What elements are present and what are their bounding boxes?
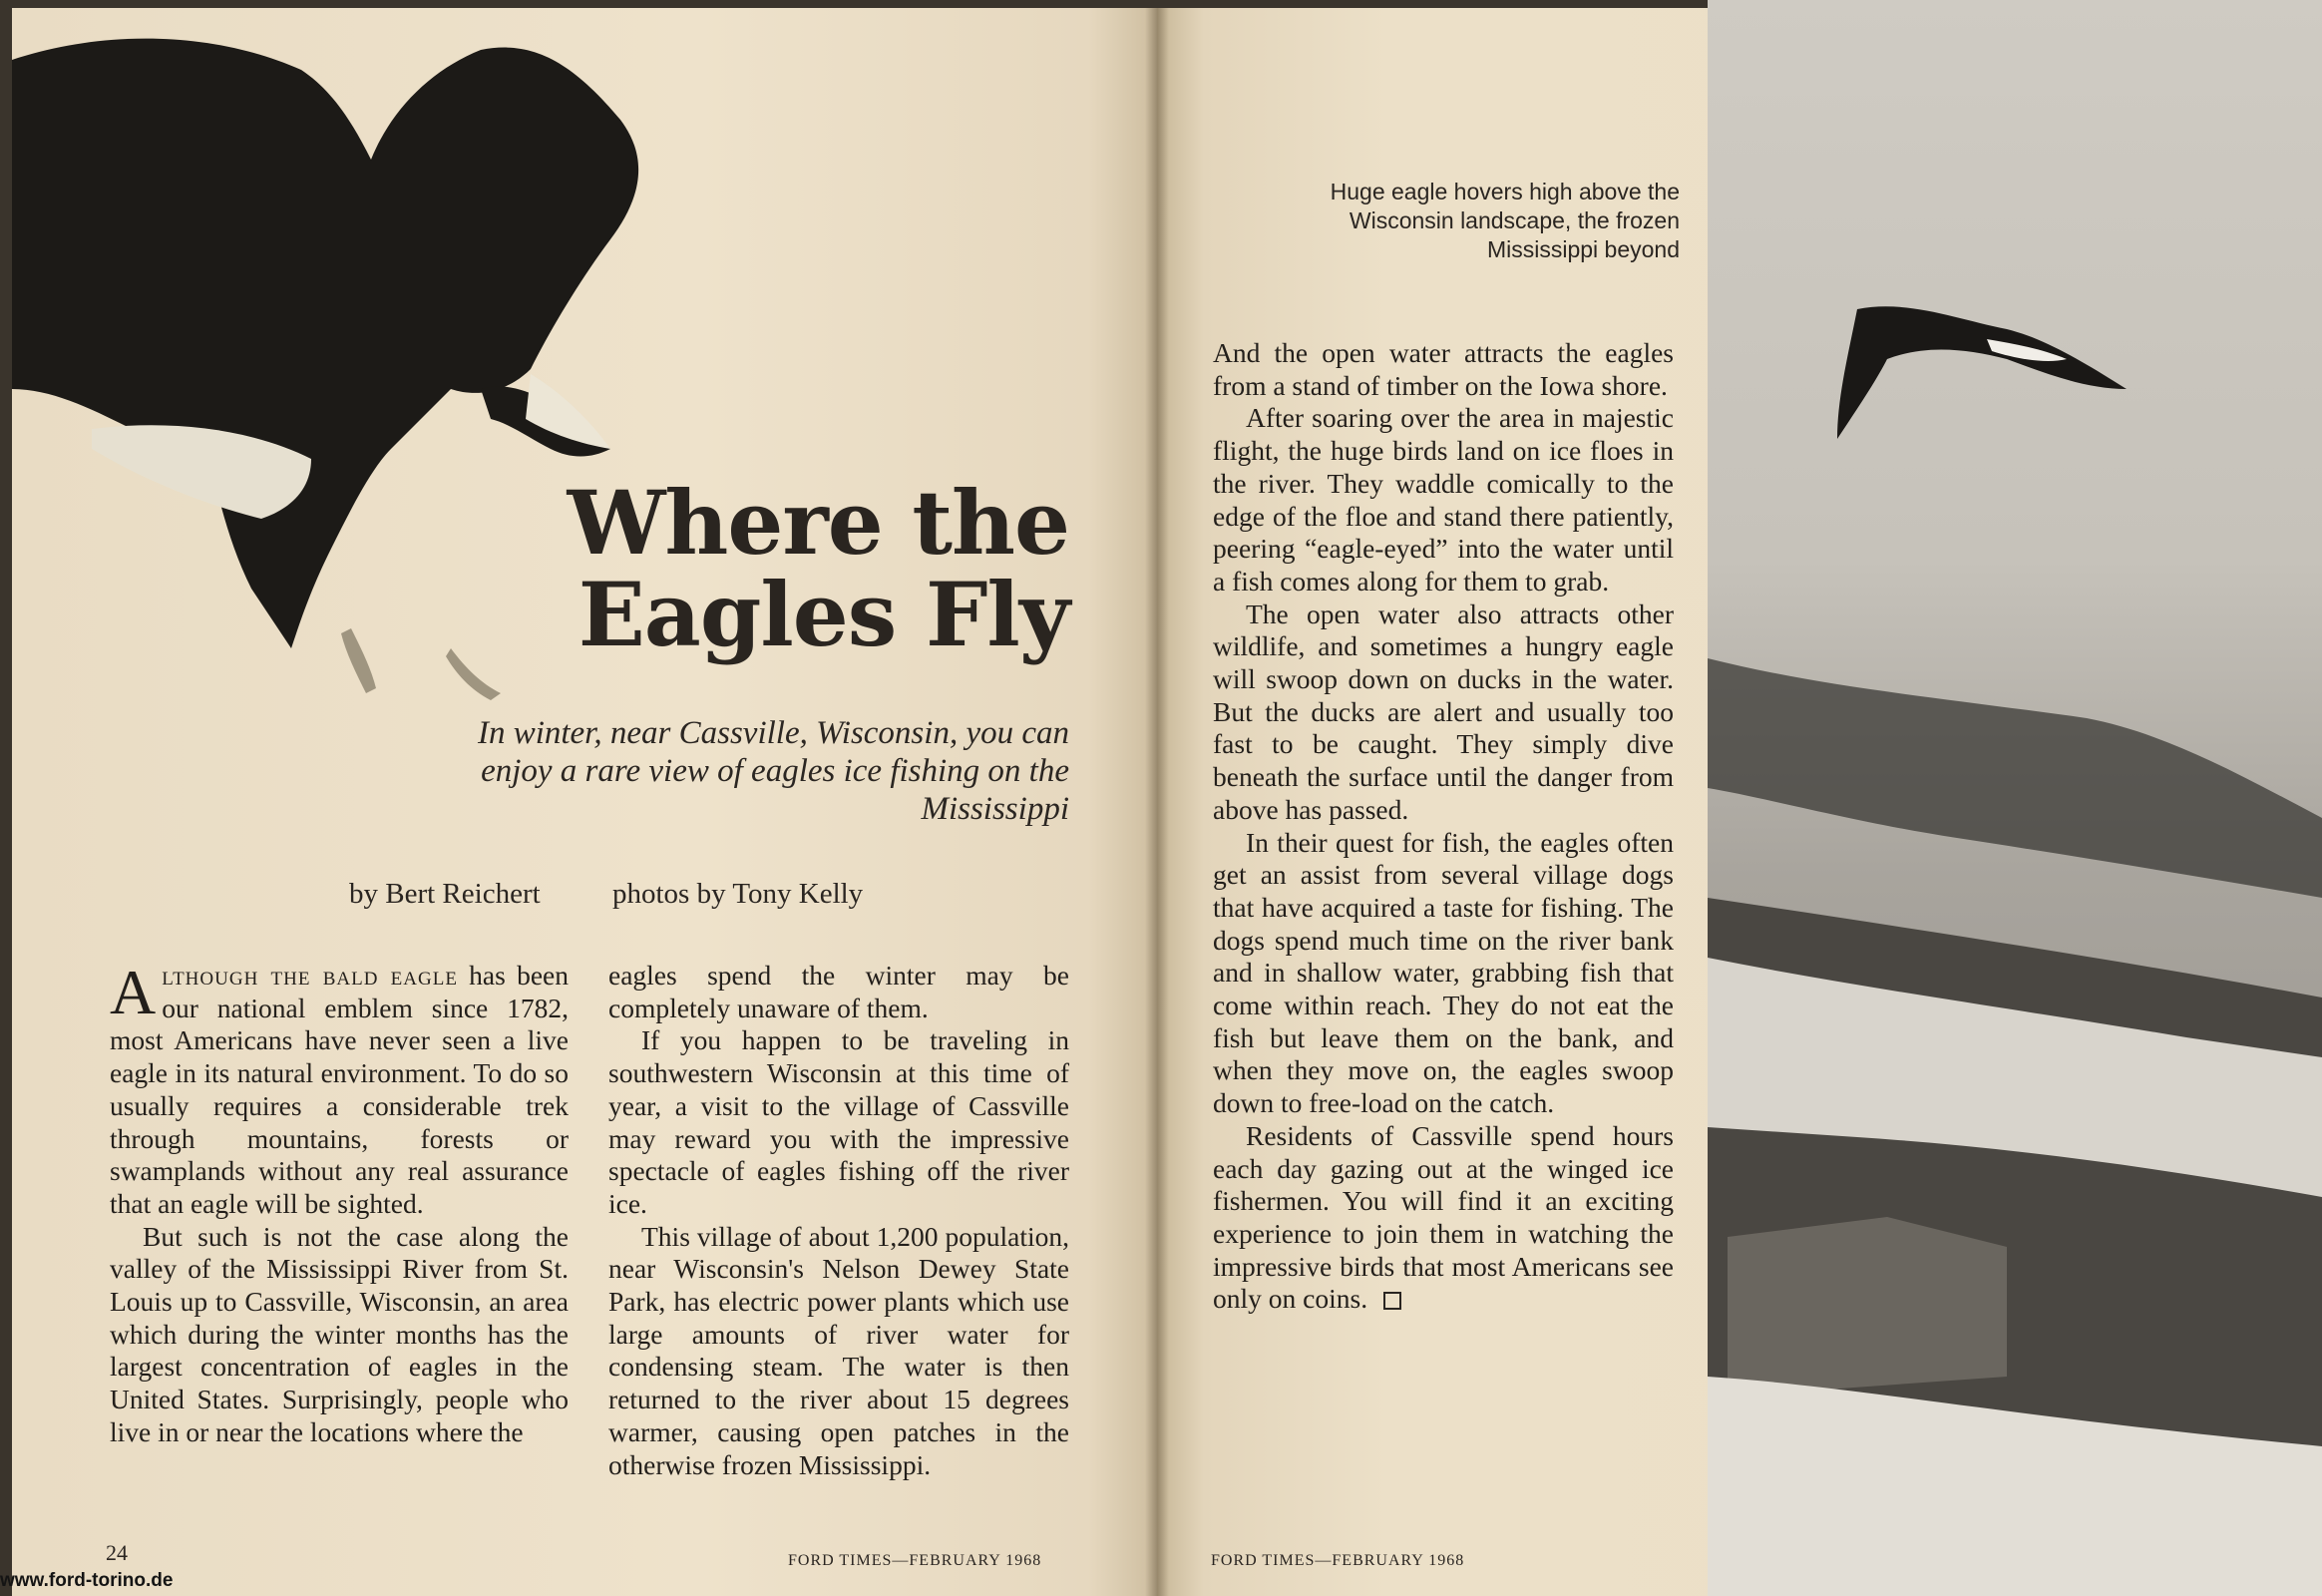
drop-cap: A: [110, 957, 157, 1027]
article-title: [439, 471, 1069, 666]
text-column-3: [1213, 337, 1674, 1316]
paragraph: [1213, 1120, 1674, 1316]
page-gutter: [1145, 8, 1169, 1596]
end-mark-icon: [1383, 1292, 1401, 1310]
text-column-1: [110, 957, 569, 1449]
lead-in: lthough the bald eagle: [162, 960, 458, 991]
paragraph-text: has been our national emblem since 1782, most Americans have never seen a live eagle in its natural environment. To do so usually requires a considerable trek through mountains, forests or swamplands without any real assurance that an eagle will be sighted.: [110, 960, 569, 1219]
paragraph: The open water also attracts other wildlife, and sometimes a hungry eagle will swoop down on ducks in the water. But the ducks are alert and usually too fast to be caught. They simply dive beneath the surface until the danger from above has passed.: [1213, 598, 1674, 825]
running-footer-left: FORD TIMES—FEBRUARY 1968: [788, 1552, 1042, 1569]
paragraph: This village of about 1,200 population, near Wisconsin's Nelson Dewey State Park, has electric power plants which use large amounts of river water for condensing steam. The water is then returned to the river about 15 degrees warmer, causing open patches in the otherwise frozen Mississippi.: [608, 1220, 1069, 1480]
title-line-1: Where the: [567, 471, 1069, 575]
running-footer-right: FORD TIMES—FEBRUARY 1968: [1211, 1552, 1465, 1569]
paragraph-text: Residents of Cassville spend hours each day gazing out at the winged ice fishermen. You will find it an exciting experience to join them in watching the impressive birds that most Americans see only on coins.: [1213, 1119, 1674, 1315]
byline-author: by Bert Reichert: [349, 878, 541, 910]
website-watermark: www.ford-torino.de: [0, 1570, 174, 1591]
page-number: 24: [106, 1540, 128, 1565]
paragraph: But such is not the case along the valley of the Mississippi River from St. Louis up to Cassville, Wisconsin, an area which during the winter months has the largest concentration of eagles in the United States. Surprisingly, people who live in or near the locations where the: [110, 1220, 569, 1447]
paragraph: If you happen to be traveling in southwestern Wisconsin at this time of year, a visit to the village of Cassville may reward you with the impressive spectacle of eagles fishing off the river ice.: [608, 1024, 1069, 1219]
byline-photos: photos by Tony Kelly: [612, 878, 864, 910]
landscape-photo-right: [1708, 0, 2322, 1596]
text-column-2: [608, 960, 1069, 1481]
paragraph: In their quest for fish, the eagles often get an assist from several village dogs that have acquired a taste for fishing. The dogs spend much time on the river bank and in shallow water, grabbing fish that come within reach. They do not eat the fish but leave them on the bank, and when they move on, the eagles swoop down to free-load on the catch.: [1213, 826, 1674, 1119]
paragraph: [110, 957, 569, 1221]
photo-caption: Huge eagle hovers high above the Wisconsin landscape, the frozen Mississippi beyond: [1330, 179, 1680, 262]
article-subtitle: In winter, near Cassville, Wisconsin, you can enjoy a rare view of eagles ice fishing on the Mississippi: [477, 715, 1069, 827]
paragraph: After soaring over the area in majestic flight, the huge birds land on ice floes in the river. They waddle comically to the edge of the floe and stand there patiently, peering “eagle-eyed” into the water until a fish comes along for them to grab.: [1213, 402, 1674, 597]
paragraph: And the open water attracts the eagles from a stand of timber on the Iowa shore.: [1213, 337, 1674, 401]
paragraph: eagles spend the winter may be completely unaware of them.: [608, 960, 1069, 1023]
title-line-2: Eagles Fly: [578, 563, 1069, 666]
